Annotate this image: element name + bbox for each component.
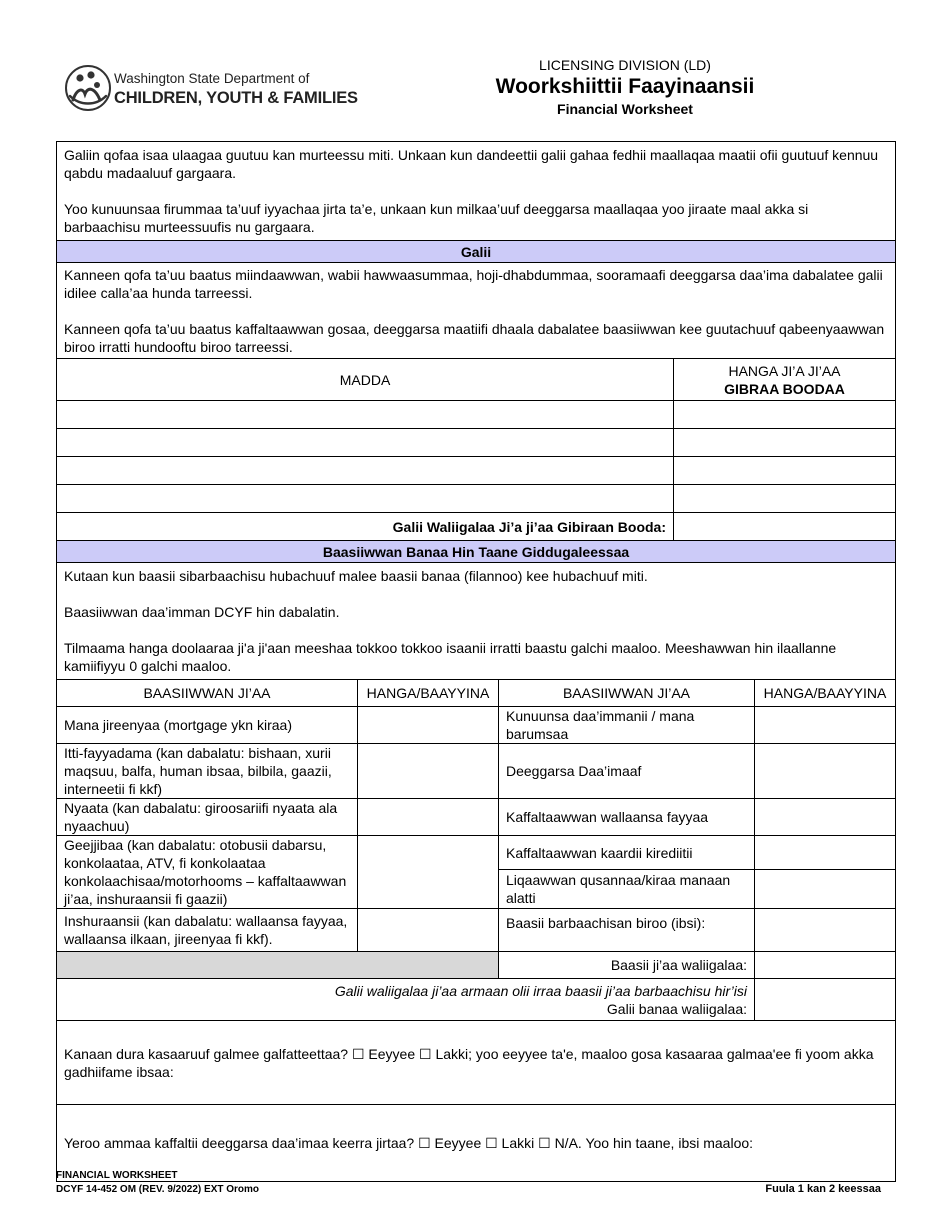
footer-form-number: DCYF 14-452 OM (REV. 9/2022) EXT Oromo — [56, 1184, 260, 1195]
expense-utilities-input[interactable] — [358, 744, 499, 799]
expense-loans-label: Liqaawwan qusannaa/kiraa manaan alatti — [499, 870, 755, 909]
income-amount-input[interactable] — [674, 401, 896, 429]
income-amount-input[interactable] — [674, 485, 896, 513]
expense-housing-label: Mana jireenyaa (mortgage ykn kiraa) — [57, 707, 358, 744]
intro-text — [57, 142, 896, 241]
income-amount-header-line2: GIBRAA BOODAA — [724, 380, 845, 397]
expense-other-label: Baasii barbaachisan biroo (ibsi): — [499, 909, 755, 952]
family-logo-icon — [64, 64, 112, 112]
expense-insurance-input[interactable] — [358, 909, 499, 952]
income-amount-input[interactable] — [674, 457, 896, 485]
expense-insurance-label: Inshuraansii (kan dabalatu: wallaansa fayyaa, wallaansa ilkaan, jireenyaa fi kkf). — [57, 909, 358, 952]
expense-medical-label: Kaffaltaawwan wallaansa fayyaa — [499, 799, 755, 836]
amount-header-right: HANGA/BAAYYINA — [755, 680, 896, 707]
expense-food-label: Nyaata (kan dabalatu: giroosariifi nyaata ala nyaachuu) — [57, 799, 358, 836]
expense-child-support-label: Deeggarsa Daa’imaaf — [499, 744, 755, 799]
income-source-input[interactable] — [57, 401, 674, 429]
income-total-label: Galii Waliigalaa Ji’a ji’aa Gibiraan Booda: — [57, 513, 674, 541]
logo-text-department: Washington State Department of — [114, 71, 310, 86]
page-title: Woorkshiittii Faayinaansii — [495, 75, 755, 98]
income-amount-header-line1: HANGA JI’A JI’AA — [728, 362, 841, 379]
child-support-question[interactable]: Yeroo ammaa kaffaltii deeggarsa daa’imaa keerra jirtaa? ☐ Eeyyee ☐ Lakki ☐ N/A. Yoo hin taane, ibsi maaloo: — [57, 1105, 896, 1182]
logo-text-agency: CHILDREN, YOUTH & FAMILIES — [114, 89, 358, 107]
expense-housing-input[interactable] — [358, 707, 499, 744]
expense-total-label: Baasii ji’aa waliigalaa: — [499, 952, 755, 979]
expense-medical-input[interactable] — [755, 799, 896, 836]
income-amount-input[interactable] — [674, 429, 896, 457]
intro-paragraph-2: Yoo kunuunsaa firummaa ta’uuf iyyachaa jirta ta’e, unkaan kun milkaa’uuf deeggarsa maallaqaa yoo jiraate maal akka si barbaachisu murteessuufis nu gargaara. — [64, 201, 809, 235]
expenses-instructions-1: Kutaan kun baasii sibarbaachisu hubachuuf malee baasii banaa (filannoo) kee hubachuuf miti. — [64, 568, 648, 584]
expense-header-left: BAASIIWWAN JI’AA — [57, 680, 358, 707]
expenses-instructions-2: Baasiiwwan daa’imman DCYF hin dabalatin. — [64, 604, 340, 620]
expense-transportation-label: Geejjibaa (kan dabalatu: otobusii dabarsu, konkolaataa, ATV, fi konkolaataa konkolaachisaa/motorhooms – kaffaltaawwan ji’aa, inshuraansii fi gaazii) — [57, 836, 358, 909]
income-instructions-1: Kanneen qofa ta’uu baatus miindaawwan, wabii hawwaasummaa, hoji-dhabdummaa, sooramaafi deeggarsa daa’ima dabalatee galii idilee calla’aa hunda tarreessi. — [64, 266, 883, 301]
income-row — [57, 457, 896, 485]
net-income-input[interactable] — [755, 979, 896, 1021]
income-amount-header — [674, 359, 896, 401]
bankruptcy-question[interactable]: Kanaan dura kasaaruuf galmee galfatteettaa? ☐ Eeyyee ☐ Lakki; yoo eeyyee ta'e, maaloo gosa kasaaraa galmaa'ee fi yoom akka gadhiifame ibsaa: — [57, 1021, 896, 1105]
income-source-header: MADDA — [57, 359, 674, 401]
income-total-input[interactable] — [674, 513, 896, 541]
division-label: LICENSING DIVISION (LD) — [539, 57, 711, 73]
income-instructions — [57, 263, 896, 359]
expense-credit-card-label: Kaffaltaawwan kaardii kirediitii — [499, 836, 755, 870]
income-row — [57, 485, 896, 513]
intro-paragraph-1: Galiin qofaa isaa ulaagaa guutuu kan murteessu miti. Unkaan kun dandeettii galii gahaa fedhii maallaqaa maatii ofii guutuuf kennuu qabdu madaaluuf gargaara. — [64, 147, 879, 181]
income-instructions-2: Kanneen qofa ta’uu baatus kaffaltaawwan gosaa, deeggarsa maatiifi dhaala dabalatee baasiiwwan kee guutachuuf qabeenyaawwan biroo irratti hundooftu biroo tarreessi. — [64, 320, 885, 355]
income-source-input[interactable] — [57, 429, 674, 457]
footer-page-number: Fuula 1 kan 2 keessaa — [765, 1183, 881, 1195]
shaded-blank-cell — [57, 952, 499, 979]
expenses-section-heading: Baasiiwwan Banaa Hin Taane Giddugaleessaa — [57, 541, 896, 563]
expense-transportation-input[interactable] — [358, 836, 499, 909]
expenses-instructions — [57, 563, 896, 680]
income-row — [57, 429, 896, 457]
income-section-heading: Galii — [57, 241, 896, 263]
expense-credit-card-input[interactable] — [755, 836, 896, 870]
dcyf-logo — [64, 64, 358, 114]
net-income-label — [57, 979, 755, 1021]
page-subtitle: Financial Worksheet — [557, 101, 693, 117]
amount-header-left: HANGA/BAAYYINA — [358, 680, 499, 707]
expense-total-input[interactable] — [755, 952, 896, 979]
net-income-total-label: Galii banaa waliigalaa: — [606, 1000, 747, 1017]
expense-utilities-label: Itti-fayyadama (kan dabalatu: bishaan, xurii maqsuu, balfa, human ibsaa, bilbila, gaazii, interneetii fi kkf) — [57, 744, 358, 799]
net-income-instruction: Galii waliigalaa ji’aa armaan olii irraa baasii ji’aa barbaachisu hir’isi — [334, 982, 747, 999]
financial-worksheet-form — [56, 141, 896, 1182]
income-source-input[interactable] — [57, 485, 674, 513]
expense-loans-input[interactable] — [755, 870, 896, 909]
expense-childcare-label: Kunuunsa daa’immanii / mana barumsaa — [499, 707, 755, 744]
expense-childcare-input[interactable] — [755, 707, 896, 744]
footer-form-name: FINANCIAL WORKSHEET — [56, 1170, 178, 1181]
income-row — [57, 401, 896, 429]
expense-other-input[interactable] — [755, 909, 896, 952]
expense-header-right: BAASIIWWAN JI’AA — [499, 680, 755, 707]
expense-child-support-input[interactable] — [755, 744, 896, 799]
expenses-instructions-3: Tilmaama hanga doolaaraa ji'a ji'aan meeshaa tokkoo tokkoo isaanii irratti baastu galchi maaloo. Meeshawwan hin ilaallanne kamiifiyyu 0 galchi maaloo. — [64, 640, 837, 674]
income-source-input[interactable] — [57, 457, 674, 485]
expense-food-input[interactable] — [358, 799, 499, 836]
